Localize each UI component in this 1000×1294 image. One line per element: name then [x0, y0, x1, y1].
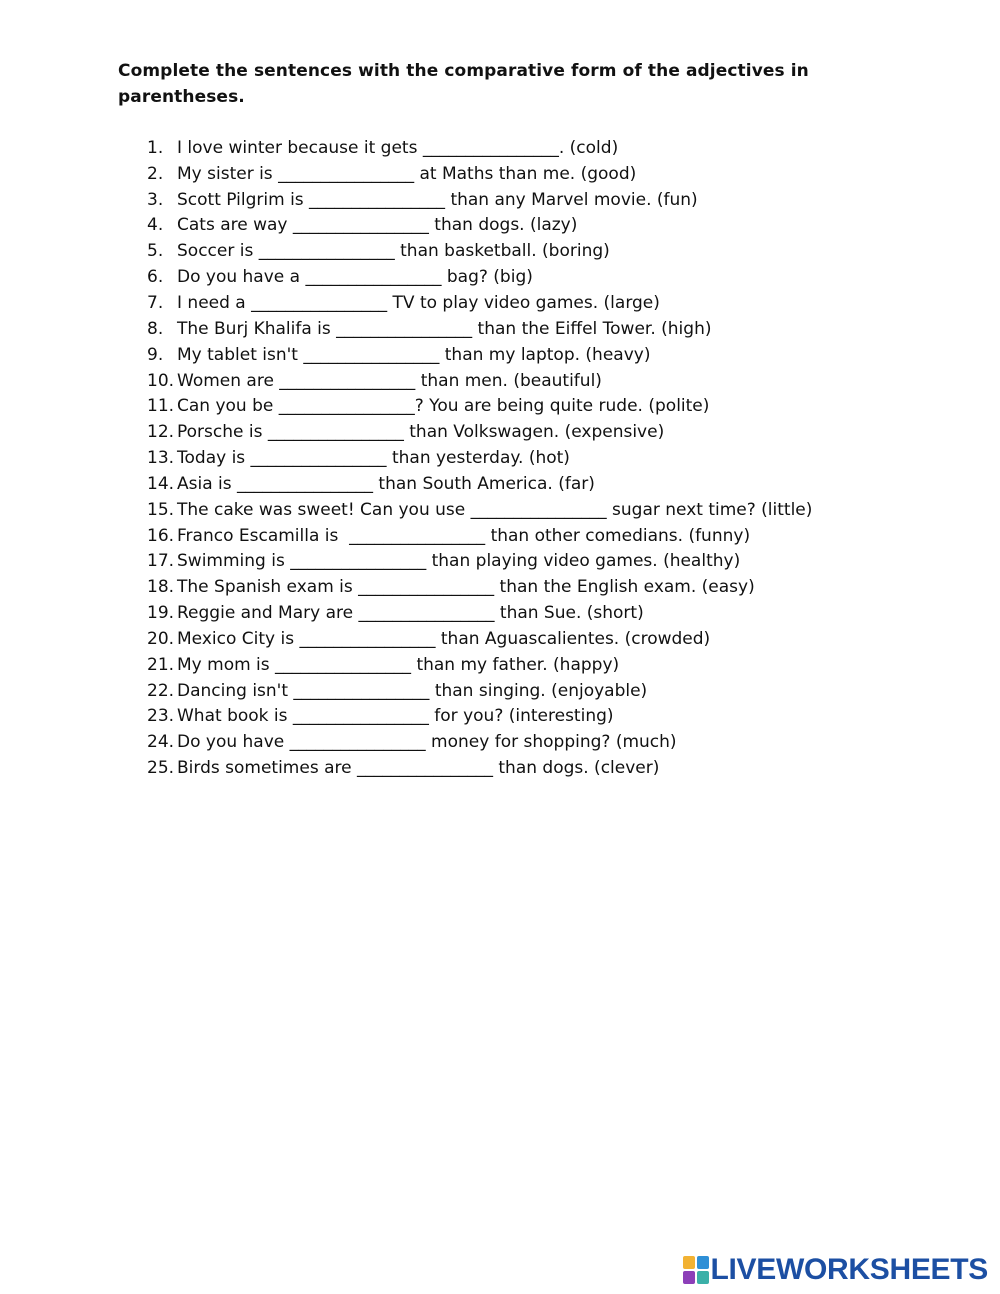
exercise-item — [147, 523, 907, 549]
item-number: 7. — [147, 292, 164, 313]
item-number: 10. — [147, 370, 175, 391]
item-sentence: Do you have a ________________ bag? (big) — [177, 267, 533, 288]
exercise-item — [147, 264, 907, 290]
item-sentence: Can you be ________________? You are being quite rude. (polite) — [177, 396, 710, 417]
item-number: 1. — [147, 137, 164, 158]
exercise-item — [147, 497, 907, 523]
item-number: 14. — [147, 473, 175, 494]
exercise-item — [147, 755, 907, 781]
item-number: 22. — [147, 680, 175, 701]
exercise-item — [147, 600, 907, 626]
item-sentence: Asia is ________________ than South America. (far) — [177, 473, 595, 494]
exercise-item — [147, 316, 907, 342]
item-number: 24. — [147, 732, 175, 753]
item-number: 19. — [147, 603, 175, 624]
exercise-item — [147, 704, 907, 730]
exercise-item — [147, 652, 907, 678]
item-sentence: Scott Pilgrim is ________________ than any Marvel movie. (fun) — [177, 189, 698, 210]
item-number: 13. — [147, 448, 175, 469]
exercise-item — [147, 445, 907, 471]
exercise-item — [147, 238, 907, 264]
exercise-item — [147, 290, 907, 316]
exercise-item — [147, 549, 907, 575]
exercise-item — [147, 471, 907, 497]
item-number: 3. — [147, 189, 164, 210]
item-sentence: Birds sometimes are ________________ than dogs. (clever) — [177, 758, 660, 779]
item-sentence: Reggie and Mary are ________________ than Sue. (short) — [177, 603, 644, 624]
item-number: 11. — [147, 396, 175, 417]
item-sentence: Swimming is ________________ than playing video games. (healthy) — [177, 551, 741, 572]
item-sentence: Franco Escamilla is ________________ than other comedians. (funny) — [177, 525, 751, 546]
exercise-item — [147, 342, 907, 368]
item-number: 16. — [147, 525, 175, 546]
item-sentence: Dancing isn't ________________ than singing. (enjoyable) — [177, 680, 648, 701]
exercise-item — [147, 419, 907, 445]
exercise-item — [147, 574, 907, 600]
item-sentence: My tablet isn't ________________ than my laptop. (heavy) — [177, 344, 651, 365]
item-sentence: Women are ________________ than men. (beautiful) — [177, 370, 602, 391]
item-sentence: Soccer is ________________ than basketball. (boring) — [177, 241, 610, 262]
item-number: 2. — [147, 163, 164, 184]
item-number: 25. — [147, 758, 175, 779]
exercise-item — [147, 729, 907, 755]
item-number: 4. — [147, 215, 164, 236]
item-sentence: Today is ________________ than yesterday. (hot) — [177, 448, 570, 469]
brand-wordmark: LIVEWORKSHEETS — [710, 1253, 988, 1286]
worksheet-instructions: Complete the sentences with the comparative form of the adjectives in parentheses. — [118, 61, 809, 107]
item-sentence: The Burj Khalifa is ________________ than the Eiffel Tower. (high) — [177, 318, 712, 339]
item-number: 15. — [147, 499, 175, 520]
item-number: 5. — [147, 241, 164, 262]
exercise-item — [147, 626, 907, 652]
item-sentence: I need a ________________ TV to play video games. (large) — [177, 292, 660, 313]
item-sentence: The Spanish exam is ________________ than the English exam. (easy) — [177, 577, 755, 598]
item-number: 6. — [147, 267, 164, 288]
exercise-item — [147, 161, 907, 187]
exercise-list — [147, 135, 907, 781]
exercise-item — [147, 213, 907, 239]
item-number: 18. — [147, 577, 175, 598]
item-number: 20. — [147, 628, 175, 649]
liveworksheets-brand — [683, 1253, 989, 1287]
item-sentence: What book is ________________ for you? (interesting) — [177, 706, 614, 727]
exercise-item — [147, 368, 907, 394]
item-sentence: Do you have ________________ money for shopping? (much) — [177, 732, 677, 753]
exercise-item — [147, 393, 907, 419]
item-number: 17. — [147, 551, 175, 572]
item-sentence: Porsche is ________________ than Volkswagen. (expensive) — [177, 422, 665, 443]
liveworksheets-logo-icon — [683, 1256, 709, 1284]
exercise-item — [147, 678, 907, 704]
item-sentence: My sister is ________________ at Maths than me. (good) — [177, 163, 637, 184]
item-sentence: The cake was sweet! Can you use ________________ sugar next time? (little) — [177, 499, 813, 520]
item-number: 9. — [147, 344, 164, 365]
item-sentence: I love winter because it gets ________________. (cold) — [177, 137, 619, 158]
item-sentence: Mexico City is ________________ than Aguascalientes. (crowded) — [177, 628, 711, 649]
exercise-item — [147, 187, 907, 213]
item-sentence: Cats are way ________________ than dogs. (lazy) — [177, 215, 578, 236]
item-number: 21. — [147, 654, 175, 675]
item-sentence: My mom is ________________ than my father. (happy) — [177, 654, 620, 675]
item-number: 23. — [147, 706, 175, 727]
exercise-item — [147, 135, 907, 161]
item-number: 8. — [147, 318, 164, 339]
item-number: 12. — [147, 422, 175, 443]
